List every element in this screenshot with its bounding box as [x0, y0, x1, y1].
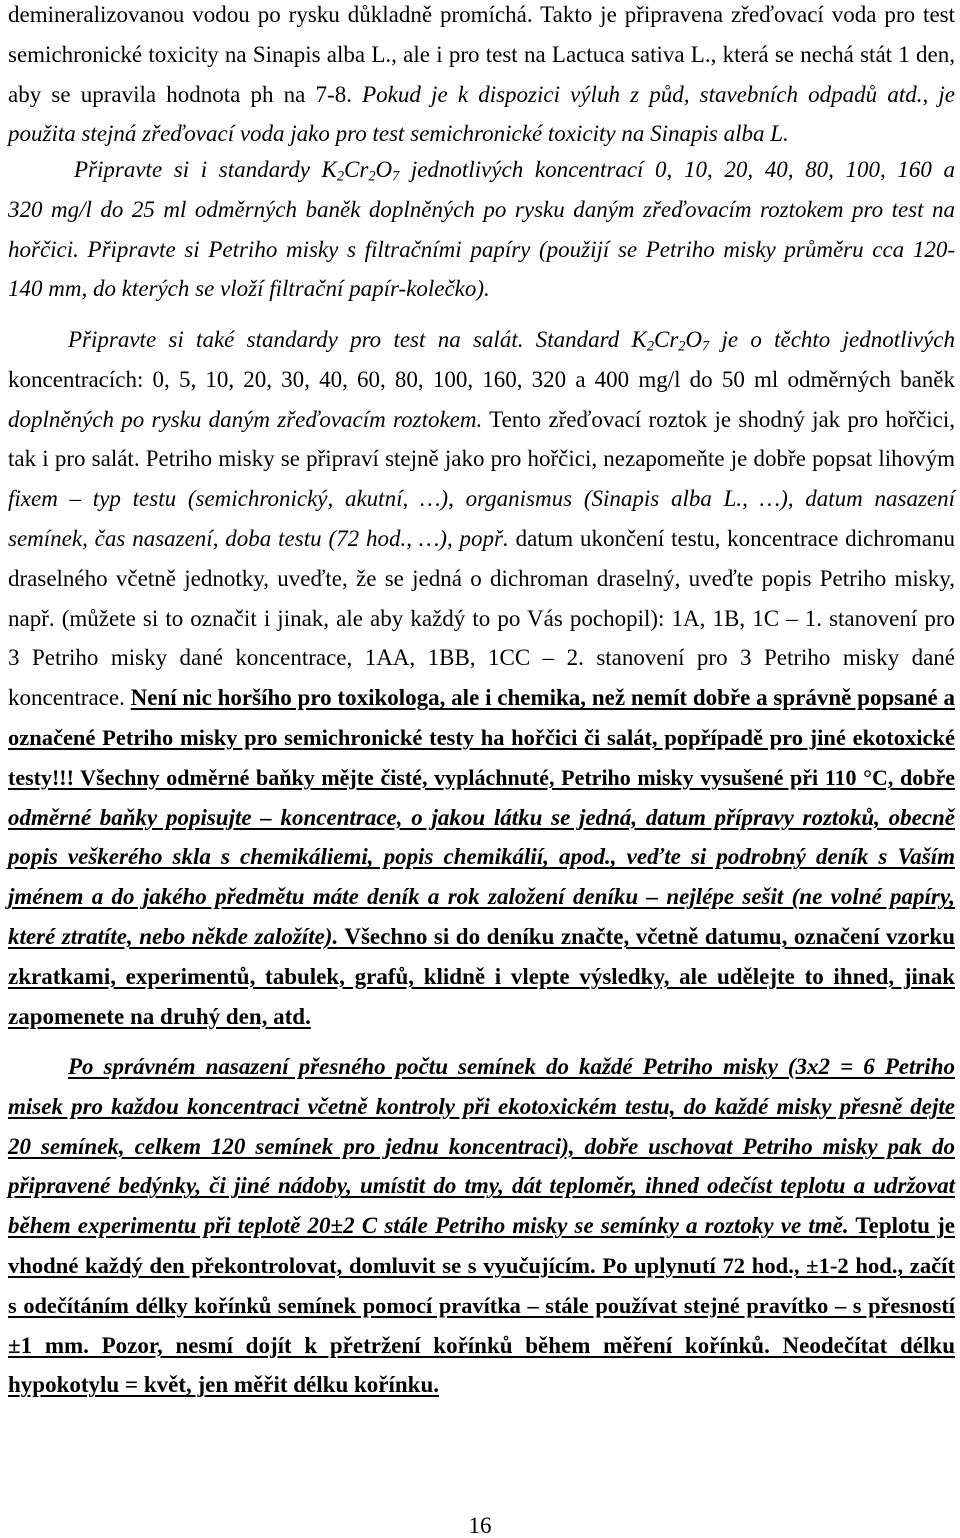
text-line [8, 114, 955, 154]
text-line [8, 0, 955, 35]
text-run: např. (můžete si to označit i jinak, ale aby každý to po Vás pochopil): 1A, 1B, 1C – 1. stanovení pro [8, 605, 955, 631]
text-line [8, 439, 955, 479]
text-run: hořčici. Připravte si Petriho misky s filtračními papíry (použijí se Petriho misky průměru cca 120- [8, 236, 955, 262]
text-run: demineralizovanou vodou po rysku důkladně promíchá. Takto je připravena zřeďovací voda pro test [8, 2, 955, 27]
text-line [8, 957, 955, 997]
paragraph [8, 150, 955, 309]
text-run: použita stejná zřeďovací voda jako pro test semichronické toxicity na Sinapis alba L. [8, 121, 789, 147]
text-line [8, 1246, 955, 1286]
subscript-digit: 2 [678, 338, 686, 355]
text-run: Pokud je k dispozici výluh z půd, stavebních odpadů atd., je [362, 81, 955, 107]
text-run: Připravte si i standardy K [74, 157, 337, 182]
text-line [8, 1206, 955, 1246]
text-line [8, 230, 955, 270]
paragraph [8, 320, 955, 1036]
emphasis-run: zapomenete na druhý den, atd. [8, 1003, 311, 1029]
text-run: Připravte si také standardy pro test na salát. Standard K [68, 327, 647, 352]
subscript-digit: 2 [336, 168, 345, 185]
emphasis-run: popis veškerého skla s chemikáliemi, popis chemikálií, apod., veďte si podrobný deník s Vaším [8, 844, 955, 870]
text-line [8, 1127, 955, 1167]
emphasis-run: Po správném nasazení přesného počtu semínek do každé Petriho misky (3x2 = 6 Petriho [68, 1054, 955, 1079]
text-line [8, 758, 955, 798]
emphasis-run: ±1 mm. Pozor, nesmí dojít k přetržení kořínků během měření kořínků. Neodečítat délku [8, 1332, 955, 1358]
emphasis-run: misek pro každou koncentraci včetně kontroly při ekotoxickém testu, do každé misky přesně dejte [8, 1093, 955, 1119]
emphasis-run: Všechno si do deníku značte, včetně datumu, označení vzorku [338, 923, 955, 949]
text-line [8, 479, 955, 519]
text-line [8, 320, 955, 360]
text-line [8, 559, 955, 599]
text-run: semichronické toxicity na Sinapis alba L., ale i pro test na Lactuca sativa L., která se nechá stát 1 den, [8, 41, 955, 67]
emphasis-run: s odečítáním délky kořínků semínek pomocí pravítka – stále používat stejné pravítko – s přesností [8, 1292, 955, 1318]
text-run: draselného včetně jednotky, uveďte, že se jedná o dichroman draselný, uveďte popis Petriho misky, [8, 565, 955, 591]
text-line [8, 638, 955, 678]
emphasis-run: hypokotylu = květ, jen měřit délku kořínku. [8, 1372, 440, 1398]
text-line [8, 837, 955, 877]
text-line [8, 798, 955, 838]
text-line [8, 1286, 955, 1326]
text-line [8, 400, 955, 440]
emphasis-run: 20 semínek, celkem 120 semínek pro jednu koncentraci), dobře uschovat Petriho misky pak do [8, 1133, 955, 1159]
emphasis-run: testy!!! Všechny odměrné baňky mějte čisté, vypláchnuté, Petriho misky vysušené při 110 °C, dobře [8, 764, 955, 790]
text-line [8, 997, 955, 1037]
subscript-digit: 2 [646, 338, 654, 355]
paragraph [8, 1047, 955, 1405]
text-run: 3 Petriho misky dané koncentrace, 1AA, 1BB, 1CC – 2. stanovení pro 3 Petriho misky dané [8, 645, 955, 671]
text-run: datum ukončení testu, koncentrace dichromanu [508, 525, 955, 551]
emphasis-run: zkratkami, experimentů, tabulek, grafů, klidně i vlepte výsledky, ale udělejte to ihned, jinak [8, 963, 955, 989]
emphasis-run: Teplotu je [848, 1213, 956, 1239]
text-run: je o těchto jednotlivých [709, 327, 955, 352]
emphasis-run: připravené bedýnky, či jiné nádoby, umístit do tmy, dát teploměr, ihned odečíst teplotu a udržovat [8, 1173, 955, 1199]
text-line [8, 718, 955, 758]
text-line [8, 519, 955, 559]
paragraph [8, 0, 955, 154]
text-run: semínek, čas nasazení, doba testu (72 hod., …), popř. [8, 525, 509, 551]
text-run: koncentracích: 0, 5, 10, 20, 30, 40, 60, 80, 100, 160, 320 a 400 mg/l do 50 ml odměrných baněk [8, 366, 955, 392]
emphasis-run: označené Petriho misky pro semichronické testy ha hořčici či salát, popřípadě pro jiné ekotoxické [8, 724, 955, 750]
subscript-digit: 7 [392, 168, 400, 185]
emphasis-run: během experimentu při teplotě 20±2 C stále Petriho misky se semínky a roztoky ve tmě. [8, 1213, 849, 1239]
text-line [8, 678, 955, 718]
text-line [8, 917, 955, 957]
text-run: tak i pro salát. Petriho misky se připraví stejně jako pro hořčici, nezapomeňte je dobře popsat lihovým [8, 446, 955, 472]
text-run: koncentrace. [8, 685, 131, 711]
emphasis-run: Není nic horšího pro toxikologa, ale i chemika, než nemít dobře a správně popsané a [130, 685, 956, 711]
text-line [8, 35, 955, 75]
emphasis-run: které ztratíte, nebo někde založíte). [8, 923, 339, 949]
text-run: 140 mm, do kterých se vloží filtrační papír-kolečko). [8, 276, 490, 302]
subscript-digit: 2 [368, 168, 376, 185]
text-run: O [685, 327, 703, 352]
text-line [8, 877, 955, 917]
text-line [8, 1166, 955, 1206]
subscript-digit: 7 [702, 338, 710, 355]
text-line [8, 1087, 955, 1127]
text-line [8, 1365, 955, 1405]
text-run: O [375, 157, 393, 182]
text-line [8, 75, 955, 115]
text-line [8, 360, 955, 400]
text-line [8, 190, 955, 230]
text-run: Cr [653, 327, 679, 352]
text-run: aby se upravila hodnota ph na 7-8. [8, 81, 363, 107]
text-line [8, 269, 955, 309]
emphasis-run: odměrné baňky popisujte – koncentrace, o jakou látku se jedná, datum přípravy roztoků, obecně [8, 804, 955, 830]
text-line [8, 1047, 955, 1087]
text-line [8, 150, 955, 190]
text-run: Cr [344, 157, 369, 182]
text-line [8, 599, 955, 639]
text-run: doplněných po rysku daným zřeďovacím roztokem. [8, 406, 483, 432]
text-run: fixem – typ testu (semichronický, akutní, …), organismus (Sinapis alba L., …), datum nasazení [8, 486, 955, 512]
text-run: jednotlivých koncentrací 0, 10, 20, 40, 80, 100, 160 a [399, 157, 955, 182]
emphasis-run: vhodné každý den překontrolovat, domluvit se s vyučujícím. Po uplynutí 72 hod., ±1-2 hod., začít [8, 1252, 955, 1278]
text-line [8, 1326, 955, 1366]
text-run: Tento zřeďovací roztok je shodný jak pro hořčici, [482, 406, 955, 432]
text-run: 320 mg/l do 25 ml odměrných baněk doplněných po rysku daným zřeďovacím roztokem pro test na [8, 196, 955, 222]
page-number: 16 [468, 1513, 492, 1538]
emphasis-run: jménem a do jakého předmětu máte deník a rok založení deníku – nejlépe sešit (ne volné papíry, [8, 884, 955, 910]
